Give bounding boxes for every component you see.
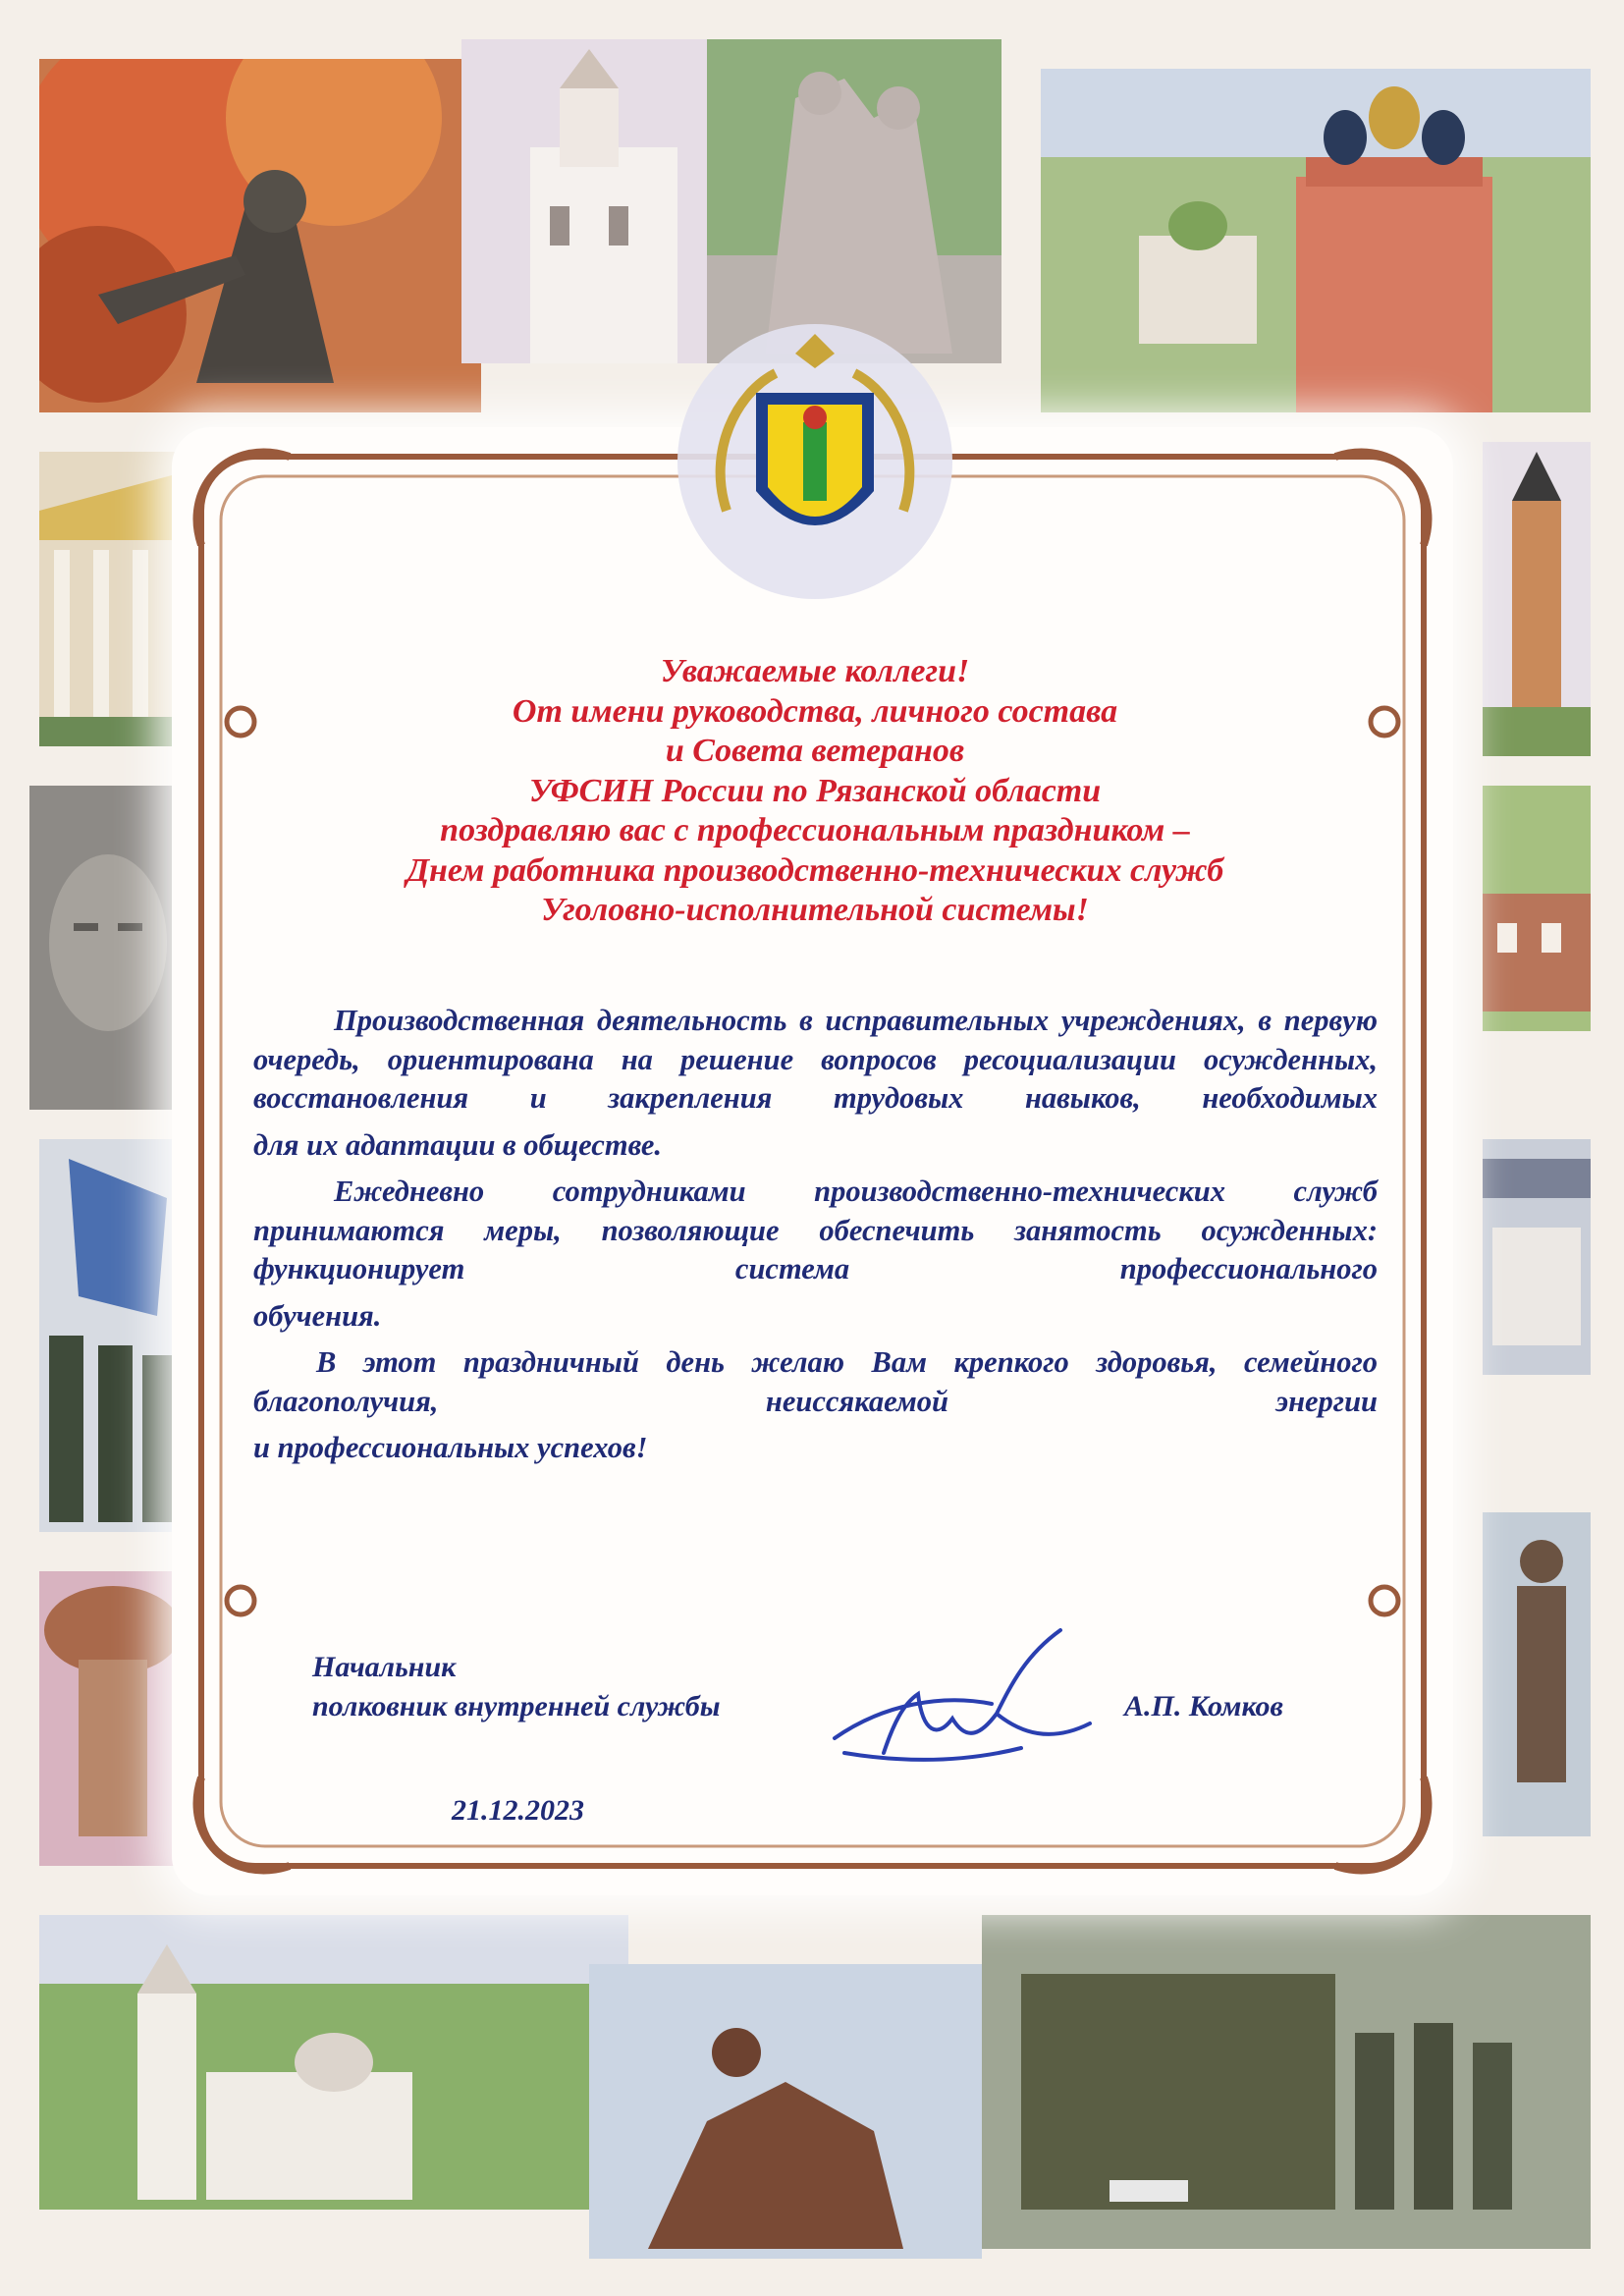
handwritten-signature xyxy=(825,1625,1100,1787)
signatory-name: А.П. Комков xyxy=(1124,1690,1283,1722)
paragraph-2-last-text: обучения. xyxy=(253,1298,382,1333)
railway-station-photo xyxy=(1483,1139,1591,1375)
heading-line-4: УФСИН России по Рязанской области xyxy=(528,772,1102,809)
heading-line-2: От имени руководства, личного состава xyxy=(512,692,1118,730)
heading-line-5: поздравляю вас с профессиональным праздником – xyxy=(440,812,1190,848)
wooden-house-photo xyxy=(1483,786,1591,1031)
mushroom-sculpture-photo xyxy=(39,1571,187,1866)
paragraph-3-last-text: и профессиональных успехов! xyxy=(253,1431,648,1464)
paragraph-daily-measures xyxy=(253,1173,1378,1289)
letter-date: 21.12.2023 xyxy=(452,1794,584,1827)
paragraph-wishes xyxy=(253,1343,1378,1421)
greeting-heading xyxy=(231,652,1399,931)
stone-face-monument-photo xyxy=(29,786,187,1110)
ryazan-kremlin-cathedral-photo xyxy=(1041,69,1591,412)
letter-body xyxy=(253,1002,1378,1476)
heading-line-6: Днем работника производственно-технических служб xyxy=(406,851,1224,889)
standing-statue-photo xyxy=(1483,1512,1591,1836)
heading-line-7: Уголовно-исполнительной системы! xyxy=(541,892,1089,928)
heading-line-1: Уважаемые коллеги! xyxy=(660,653,970,689)
parade-flag-photo xyxy=(39,1139,187,1532)
signatory-rank: полковник внутренней службы xyxy=(312,1690,721,1722)
signatory-position: Начальник xyxy=(312,1651,457,1683)
armored-vehicle-photo xyxy=(982,1915,1591,2249)
paragraph-3-last-line xyxy=(253,1429,1378,1468)
paragraph-2-last-line xyxy=(253,1297,1378,1337)
theatre-building-photo xyxy=(39,452,187,746)
paragraph-1-last-text: для их адаптации в обществе. xyxy=(253,1127,662,1162)
horseman-monument-photo xyxy=(589,1964,982,2259)
paragraph-2-text: Ежедневно сотрудниками производственно-технических служб принимаются меры, позволяющие обеспечить занятость осужденных: функционирует система профессионального xyxy=(253,1175,1378,1285)
signatory-title xyxy=(312,1648,721,1726)
paragraph-production-activity xyxy=(253,1002,1378,1119)
heading-line-3: и Совета ветеранов xyxy=(665,733,965,769)
paragraph-3-text: В этот праздничный день желаю Вам крепкого здоровья, семейного благополучия, неиссякаемой энергии xyxy=(253,1345,1378,1418)
paragraph-1-text: Производственная деятельность в исправительных учреждениях, в первую очередь, ориентирована на решение вопросов ресоциализации осужденных, восстановления и закрепления трудовых навыков, необходимых xyxy=(253,1004,1378,1115)
paragraph-1-last-line xyxy=(253,1126,1378,1166)
village-church-photo xyxy=(39,1915,628,2210)
ufsin-ryazan-emblem-icon xyxy=(668,314,962,609)
bell-tower-photo xyxy=(1483,442,1591,756)
autumn-tree-monument-photo xyxy=(39,59,481,412)
